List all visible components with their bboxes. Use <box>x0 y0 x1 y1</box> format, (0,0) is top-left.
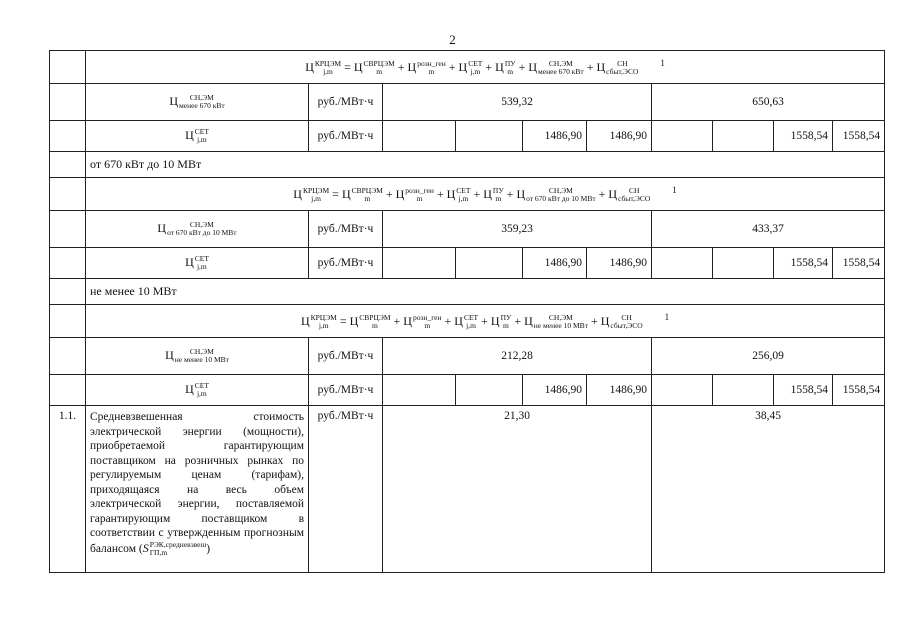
set-value-cell: 1486,90 <box>587 121 652 152</box>
snem-value-right: 650,63 <box>652 84 885 121</box>
set-value-cell <box>456 121 523 152</box>
section-row <box>50 152 885 178</box>
item-value-right: 38,45 <box>652 406 885 573</box>
page-number: 2 <box>449 32 456 47</box>
set-value-cell <box>456 248 523 279</box>
snem-value-left: 212,28 <box>383 338 652 375</box>
set-value-cell <box>383 121 456 152</box>
snem-row <box>50 84 885 121</box>
unit-cell: руб./МВт·ч <box>309 211 383 248</box>
set-row <box>50 248 885 279</box>
formula-row <box>50 51 885 84</box>
set-row <box>50 121 885 152</box>
snem-row <box>50 211 885 248</box>
snem-value-right: 433,37 <box>652 211 885 248</box>
set-value-cell: 1486,90 <box>587 375 652 406</box>
num-cell <box>50 279 86 305</box>
snem-value-right: 256,09 <box>652 338 885 375</box>
num-cell <box>50 152 86 178</box>
section-label: от 670 кВт до 10 МВт <box>86 152 885 178</box>
set-symbol: Ц СЕТ j,m <box>86 248 309 279</box>
snem-symbol: Ц СН,ЭМ менее 670 кВт <box>86 84 309 121</box>
price-formula: Ц КРЦЭМ j,m = Ц СВРЦЭМ m + Ц розн_ген m + Ц СЕТ j,m + Ц ПУ m + Ц СН,ЭМ менее 670 кВт + Ц СН сбыт,ЭСО 1 <box>86 51 885 84</box>
price-formula: Ц КРЦЭМ j,m = Ц СВРЦЭМ m + Ц розн_ген m + Ц СЕТ j,m + Ц ПУ m + Ц СН,ЭМ от 670 кВт до 10 МВт + Ц СН сбыт,ЭСО 1 <box>86 178 885 211</box>
unit-cell: руб./МВт·ч <box>309 375 383 406</box>
num-cell <box>50 178 86 211</box>
set-value-cell: 1558,54 <box>774 121 833 152</box>
num-cell <box>50 305 86 338</box>
set-value-cell <box>713 248 774 279</box>
snem-symbol: Ц СН,ЭМ не менее 10 МВт <box>86 338 309 375</box>
num-cell <box>50 375 86 406</box>
set-value-cell: 1486,90 <box>523 248 587 279</box>
set-value-cell: 1486,90 <box>523 121 587 152</box>
set-value-cell <box>652 121 713 152</box>
price-formula: Ц КРЦЭМ j,m = Ц СВРЦЭМ m + Ц розн_ген m + Ц СЕТ j,m + Ц ПУ m + Ц СН,ЭМ не менее 10 МВт + Ц СН сбыт,ЭСО 1 <box>86 305 885 338</box>
snem-value-left: 539,32 <box>383 84 652 121</box>
set-value-cell <box>652 375 713 406</box>
section-label: не менее 10 МВт <box>86 279 885 305</box>
item-number: 1.1. <box>50 406 86 573</box>
num-cell <box>50 248 86 279</box>
num-cell <box>50 121 86 152</box>
set-symbol: Ц СЕТ j,m <box>86 375 309 406</box>
num-cell <box>50 211 86 248</box>
unit-cell: руб./МВт·ч <box>309 121 383 152</box>
set-value-cell: 1558,54 <box>833 248 885 279</box>
section-row <box>50 279 885 305</box>
set-value-cell: 1558,54 <box>833 375 885 406</box>
unit-cell: руб./МВт·ч <box>309 248 383 279</box>
num-cell <box>50 84 86 121</box>
num-cell <box>50 51 86 84</box>
set-symbol: Ц СЕТ j,m <box>86 121 309 152</box>
set-value-cell <box>383 375 456 406</box>
num-cell <box>50 338 86 375</box>
item-description: Средневзвешенная стоимость электрической энергии (мощности), приобретаемой гарантирующим поставщиком на розничных рынках по регулируемым ценам (тарифам), приходящаяся на весь объем электрической энергии, поставляемой гарантирующим поставщиком в соответствии с утвержденным прогнозным балансом (S РЭК,средневзвеш ГП,m ) <box>86 406 309 573</box>
item-value-left: 21,30 <box>383 406 652 573</box>
snem-value-left: 359,23 <box>383 211 652 248</box>
set-value-cell <box>713 375 774 406</box>
formula-row <box>50 305 885 338</box>
item-1-1-row <box>50 406 885 573</box>
snem-symbol: Ц СН,ЭМ от 670 кВт до 10 МВт <box>86 211 309 248</box>
set-value-cell: 1486,90 <box>587 248 652 279</box>
set-value-cell <box>652 248 713 279</box>
set-value-cell: 1486,90 <box>523 375 587 406</box>
unit-cell: руб./МВт·ч <box>309 338 383 375</box>
unit-cell: руб./МВт·ч <box>309 84 383 121</box>
set-value-cell <box>456 375 523 406</box>
snem-row <box>50 338 885 375</box>
tariff-table <box>49 50 885 573</box>
set-value-cell <box>383 248 456 279</box>
unit-cell: руб./МВт·ч <box>309 406 383 573</box>
set-value-cell: 1558,54 <box>774 248 833 279</box>
set-row <box>50 375 885 406</box>
set-value-cell: 1558,54 <box>833 121 885 152</box>
set-value-cell: 1558,54 <box>774 375 833 406</box>
formula-row <box>50 178 885 211</box>
set-value-cell <box>713 121 774 152</box>
